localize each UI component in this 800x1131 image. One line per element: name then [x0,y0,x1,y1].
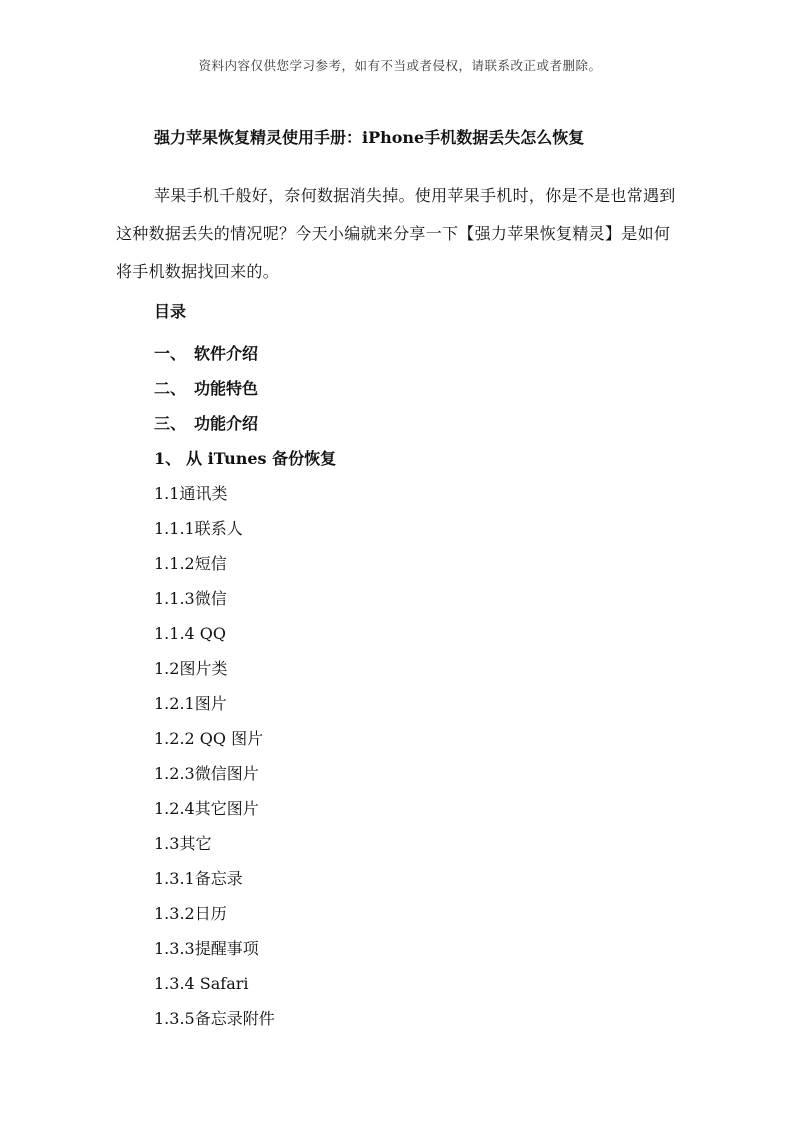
toc-item[interactable] [154,342,258,366]
toc-item[interactable] [154,692,227,716]
toc-heading: 目录 [154,302,187,321]
toc-item[interactable] [154,727,263,751]
toc-item[interactable] [154,902,227,926]
toc-item-number: 1.2.1 [154,694,195,713]
header-disclaimer: 资料内容仅供您学习参考，如有不当或者侵权，请联系改正或者删除。 [198,58,602,73]
toc-item-label: 微信图片 [194,764,259,783]
toc-item-label: 短信 [194,554,227,573]
toc-item[interactable] [154,412,258,436]
toc-item-number: 三、 [154,414,187,433]
toc-item-label: 备忘录 [194,869,243,888]
toc-item-label: 其它图片 [194,799,259,818]
toc-item-label: 其它 [179,834,212,853]
toc-item-label: 从 iTunes 备份恢复 [186,449,337,468]
toc-item[interactable] [154,587,227,611]
toc-item-label: 联系人 [194,519,243,538]
toc-item-number: 1.2.2 [154,729,195,748]
toc-item-number: 1.3.5 [154,1009,195,1028]
intro-paragraph: 苹果手机千般好，奈何数据消失掉。使用苹果手机时，你是不是也常遇到这种数据丢失的情况呢？今天小编就来分享一下【强力苹果恢复精灵】是如何将手机数据找回来的。 [116,186,676,281]
toc-item[interactable] [154,482,227,506]
toc-item-label: 通讯类 [179,484,228,503]
toc-item-number: 1.1.3 [154,589,195,608]
toc-item[interactable] [154,1007,275,1031]
toc-item[interactable] [154,937,259,961]
toc-item[interactable] [154,622,226,646]
toc-item-label: 功能介绍 [194,414,259,433]
toc-item-number: 1、 [154,449,182,468]
toc-item-number: 一、 [154,344,187,363]
toc-item[interactable] [154,657,227,681]
toc-item-number: 1.1.4 [154,624,195,643]
toc-item[interactable] [154,377,258,401]
toc-item[interactable] [154,552,227,576]
toc-item-label: 备忘录附件 [194,1009,275,1028]
toc-item-number: 1.2.3 [154,764,195,783]
toc-item-number: 1.3 [154,834,180,853]
toc-item[interactable] [154,762,259,786]
toc-item-number: 1.1.2 [154,554,195,573]
toc-item-number: 1.3.3 [154,939,195,958]
toc-item-number: 1.3.2 [154,904,195,923]
toc-item-label: QQ [194,624,227,643]
toc-item-number: 1.1.1 [154,519,195,538]
toc-item-label: QQ 图片 [194,729,264,748]
toc-item-number: 二、 [154,379,187,398]
toc-item-number: 1.3.4 [154,974,195,993]
toc-item-label: 功能特色 [194,379,259,398]
toc-item[interactable] [154,832,211,856]
toc-item-number: 1.3.1 [154,869,195,888]
toc-item-label: Safari [194,974,249,993]
toc-item-label: 提醒事项 [194,939,259,958]
document-title: 强力苹果恢复精灵使用手册：iPhone手机数据丢失怎么恢复 [154,128,585,147]
toc-item[interactable] [154,797,259,821]
toc-item-number: 1.2.4 [154,799,195,818]
toc-item[interactable] [154,517,243,541]
toc-item-label: 微信 [194,589,227,608]
toc-item-label: 日历 [194,904,227,923]
toc-item[interactable] [154,972,249,996]
toc-item-label: 图片 [194,694,227,713]
toc-item-label: 软件介绍 [194,344,259,363]
toc-item-number: 1.1 [154,484,180,503]
toc-item[interactable] [154,867,243,891]
toc-item-label: 图片类 [179,659,228,678]
toc-item-number: 1.2 [154,659,180,678]
toc-item[interactable] [154,447,336,471]
